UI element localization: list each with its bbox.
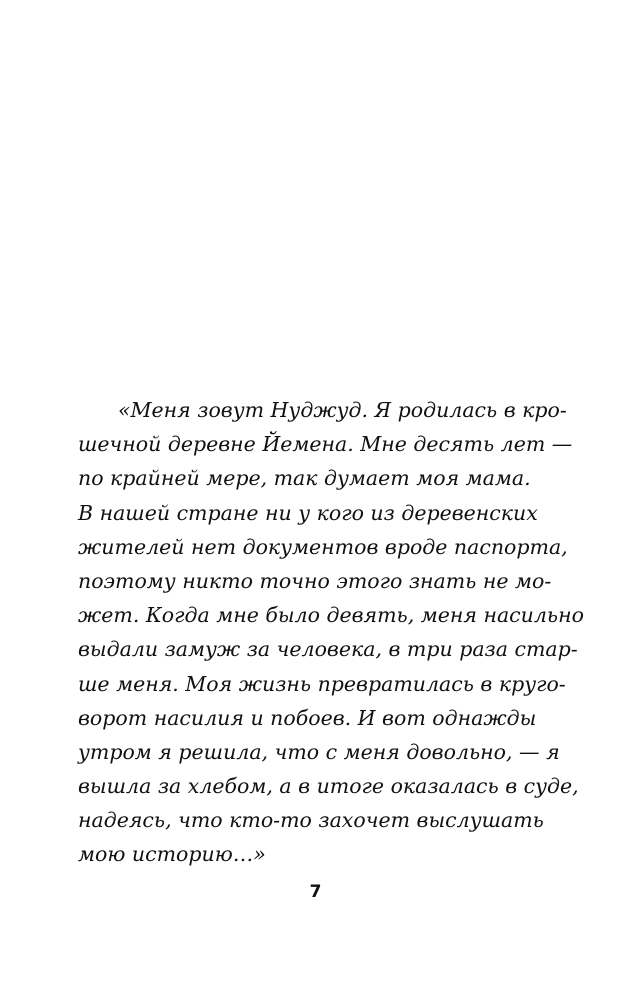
epigraph-quote xyxy=(78,393,584,872)
epigraph-line: мою историю…» xyxy=(78,842,266,867)
epigraph-line: по крайней мере, так думает моя мама. xyxy=(78,466,531,491)
epigraph-line: надеясь, что кто-то захочет выслушать xyxy=(78,808,544,833)
epigraph-line: шечной деревне Йемена. Мне десять лет — xyxy=(78,432,573,457)
page-number: 7 xyxy=(309,882,322,902)
epigraph-line: ше меня. Моя жизнь превратилась в круго- xyxy=(78,671,566,696)
epigraph-line: «Меня зовут Нуджуд. Я родилась в кро- xyxy=(118,398,567,422)
epigraph-line: жителей нет документов вроде паспорта, xyxy=(78,534,568,559)
epigraph-line: выдали замуж за человека, в три раза стар- xyxy=(78,637,578,662)
epigraph-line: вышла за хлебом, а в итоге оказалась в суде, xyxy=(78,774,579,799)
epigraph-line: В нашей стране ни у кого из деревенских xyxy=(78,500,538,525)
epigraph-line: поэтому никто точно этого знать не мо- xyxy=(78,568,552,593)
epigraph-line: жет. Когда мне было девять, меня насильно xyxy=(78,603,584,628)
epigraph-line: ворот насилия и побоев. И вот однажды xyxy=(78,705,537,730)
epigraph-line: утром я решила, что с меня довольно, — я xyxy=(78,739,560,764)
